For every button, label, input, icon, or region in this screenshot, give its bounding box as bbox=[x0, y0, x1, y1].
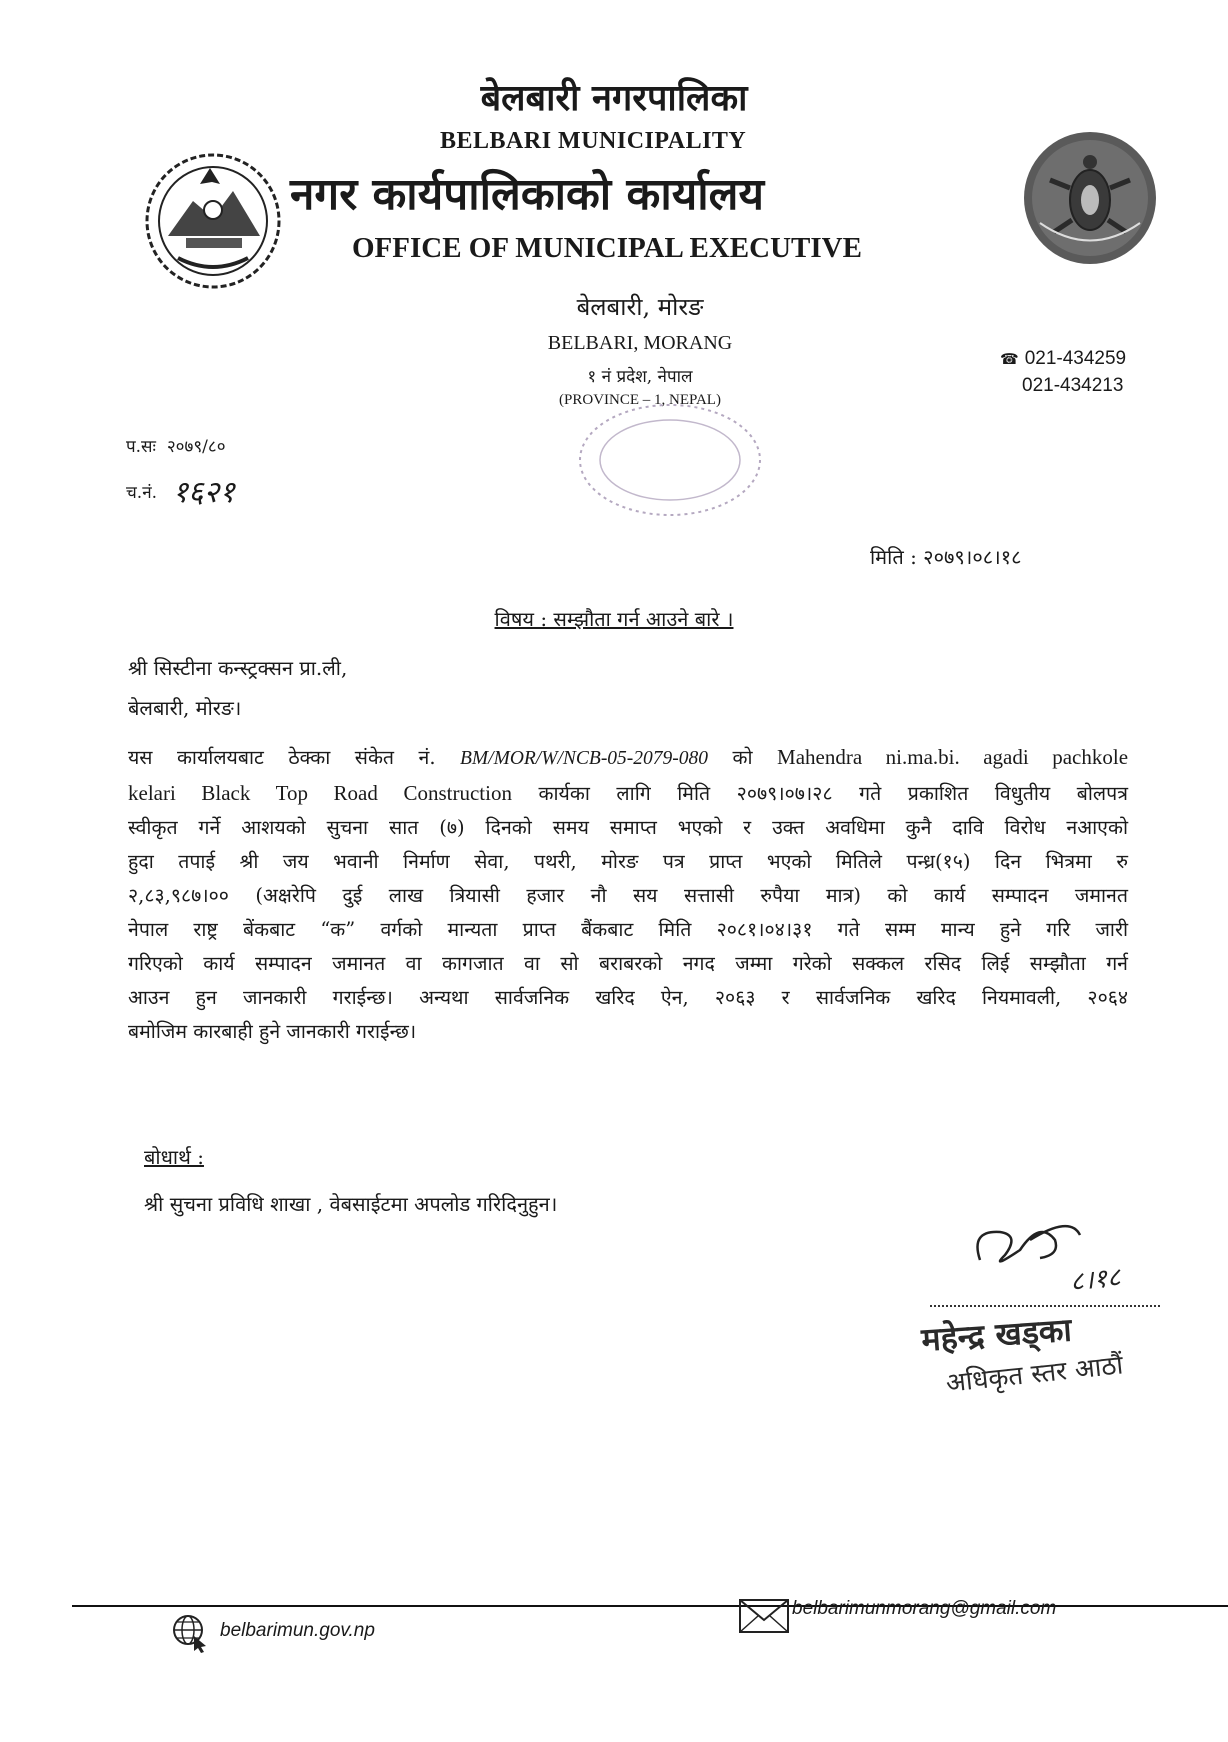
letter-body bbox=[128, 740, 1128, 1049]
phone-block bbox=[1000, 346, 1126, 399]
nepal-emblem-icon bbox=[138, 146, 288, 296]
signatory-title: अधिकृत स्तर आठौं bbox=[944, 1350, 1125, 1399]
signature-dots bbox=[930, 1305, 1160, 1307]
ref-cn bbox=[126, 466, 235, 510]
phone-number-2: 021-434213 bbox=[1022, 375, 1124, 396]
ref-cn-label: च.नं. bbox=[126, 483, 158, 503]
body-line-7: गरिएको कार्य सम्पादन जमानत वा कागजात वा सो बराबरको नगद जम्मा गरेको सक्कल रसिद लिई सम्झौता गर्न bbox=[128, 952, 1128, 975]
body-line-2: kelari Black Top Road Construction कार्यका लागि मिति २०७९।०७।२८ गते प्रकाशित विधुतीय बोलपत्र bbox=[128, 781, 1128, 805]
telephone-icon: ☎ bbox=[1000, 351, 1019, 368]
envelope-icon bbox=[738, 1598, 790, 1634]
phone-number-1: 021-434259 bbox=[1024, 348, 1127, 369]
municipality-title-en: BELBARI MUNICIPALITY bbox=[440, 128, 747, 154]
office-title-np: नगर कार्यपालिकाको कार्यालय bbox=[290, 169, 764, 220]
province-np: १ नं प्रदेश, नेपाल bbox=[587, 367, 693, 387]
globe-icon bbox=[170, 1612, 212, 1654]
body-line-5: २,८३,९८७।०० (अक्षरेपि दुई लाख त्रियासी हजार नौ सय सत्तासी रुपैया मात्र) को कार्य सम्पादन जमानत bbox=[128, 884, 1128, 907]
municipality-logo-icon bbox=[1020, 128, 1160, 268]
subject-text: विषय : सम्झौता गर्न आउने बारे । bbox=[494, 607, 734, 631]
body-line-8: आउन हुन जानकारी गराईन्छ। अन्यथा सार्वजनिक खरिद ऐन, २०६३ र सार्वजनिक खरिद नियमावली, २०६४ bbox=[128, 986, 1128, 1009]
place-en: BELBARI, MORANG bbox=[547, 332, 733, 354]
website-link[interactable]: belbarimun.gov.np bbox=[220, 1620, 375, 1641]
cc-line: श्री सुचना प्रविधि शाखा , वेबसाईटमा अपलोड गरिदिनुहुन। bbox=[144, 1192, 558, 1216]
municipality-title-np: बेलबारी नगरपालिका bbox=[480, 77, 748, 119]
addressee-line-2: बेलबारी, मोरङ। bbox=[128, 696, 242, 720]
office-stamp-icon bbox=[570, 400, 770, 520]
subject-line bbox=[0, 605, 1228, 632]
signatory-name: महेन्द्र खड्का bbox=[920, 1310, 1073, 1359]
place-np: बेलबारी, मोरङ bbox=[576, 293, 704, 321]
body-line-9: बमोजिम कारबाही हुने जानकारी गराईन्छ। bbox=[128, 1020, 417, 1043]
province-en: (PROVINCE – 1, NEPAL) bbox=[559, 392, 721, 408]
addressee-line-1: श्री सिस्टीना कन्स्ट्रक्सन प्रा.ली, bbox=[128, 656, 348, 680]
letter-date: मिति : २०७९।०८।१८ bbox=[870, 545, 1022, 569]
email-link[interactable]: belbarimunmorang@gmail.com bbox=[792, 1598, 1057, 1619]
ref-ps-value: २०७९/८० bbox=[166, 437, 226, 457]
office-title-en: OFFICE OF MUNICIPAL EXECUTIVE bbox=[352, 232, 862, 264]
ref-ps bbox=[126, 434, 226, 457]
body-line-3: स्वीकृत गर्ने आशयको सुचना सात (७) दिनको समय समाप्त भएको र उक्त अवधिमा कुनै दावि विरोध नआएको bbox=[128, 816, 1128, 839]
cc-heading: बोधार्थ : bbox=[144, 1145, 204, 1169]
body-line-6: नेपाल राष्ट्र बेंकबाट “क” वर्गको मान्यता प्राप्त बैंकबाट मिति २०८१।०४।३१ गते सम्म मान्य हुने गरि जारी bbox=[128, 918, 1128, 941]
signature-date: ८।१८ bbox=[1068, 1262, 1123, 1298]
body-line-1: यस कार्यालयबाट ठेक्का संकेत नं. BM/MOR/W/NCB-05-2079-080 को Mahendra ni.ma.bi. agadi pachkole bbox=[128, 745, 1129, 769]
body-line-4: हुदा तपाई श्री जय भवानी निर्माण सेवा, पथरी, मोरङ पत्र प्राप्त भएको मितिले पन्ध्र(१५) दिन भित्रमा रु bbox=[128, 850, 1128, 873]
tender-code: BM/MOR/W/NCB-05-2079-080 bbox=[460, 748, 709, 769]
ref-ps-label: प.सः bbox=[126, 437, 156, 457]
ref-cn-value: १६२१ bbox=[172, 475, 235, 510]
